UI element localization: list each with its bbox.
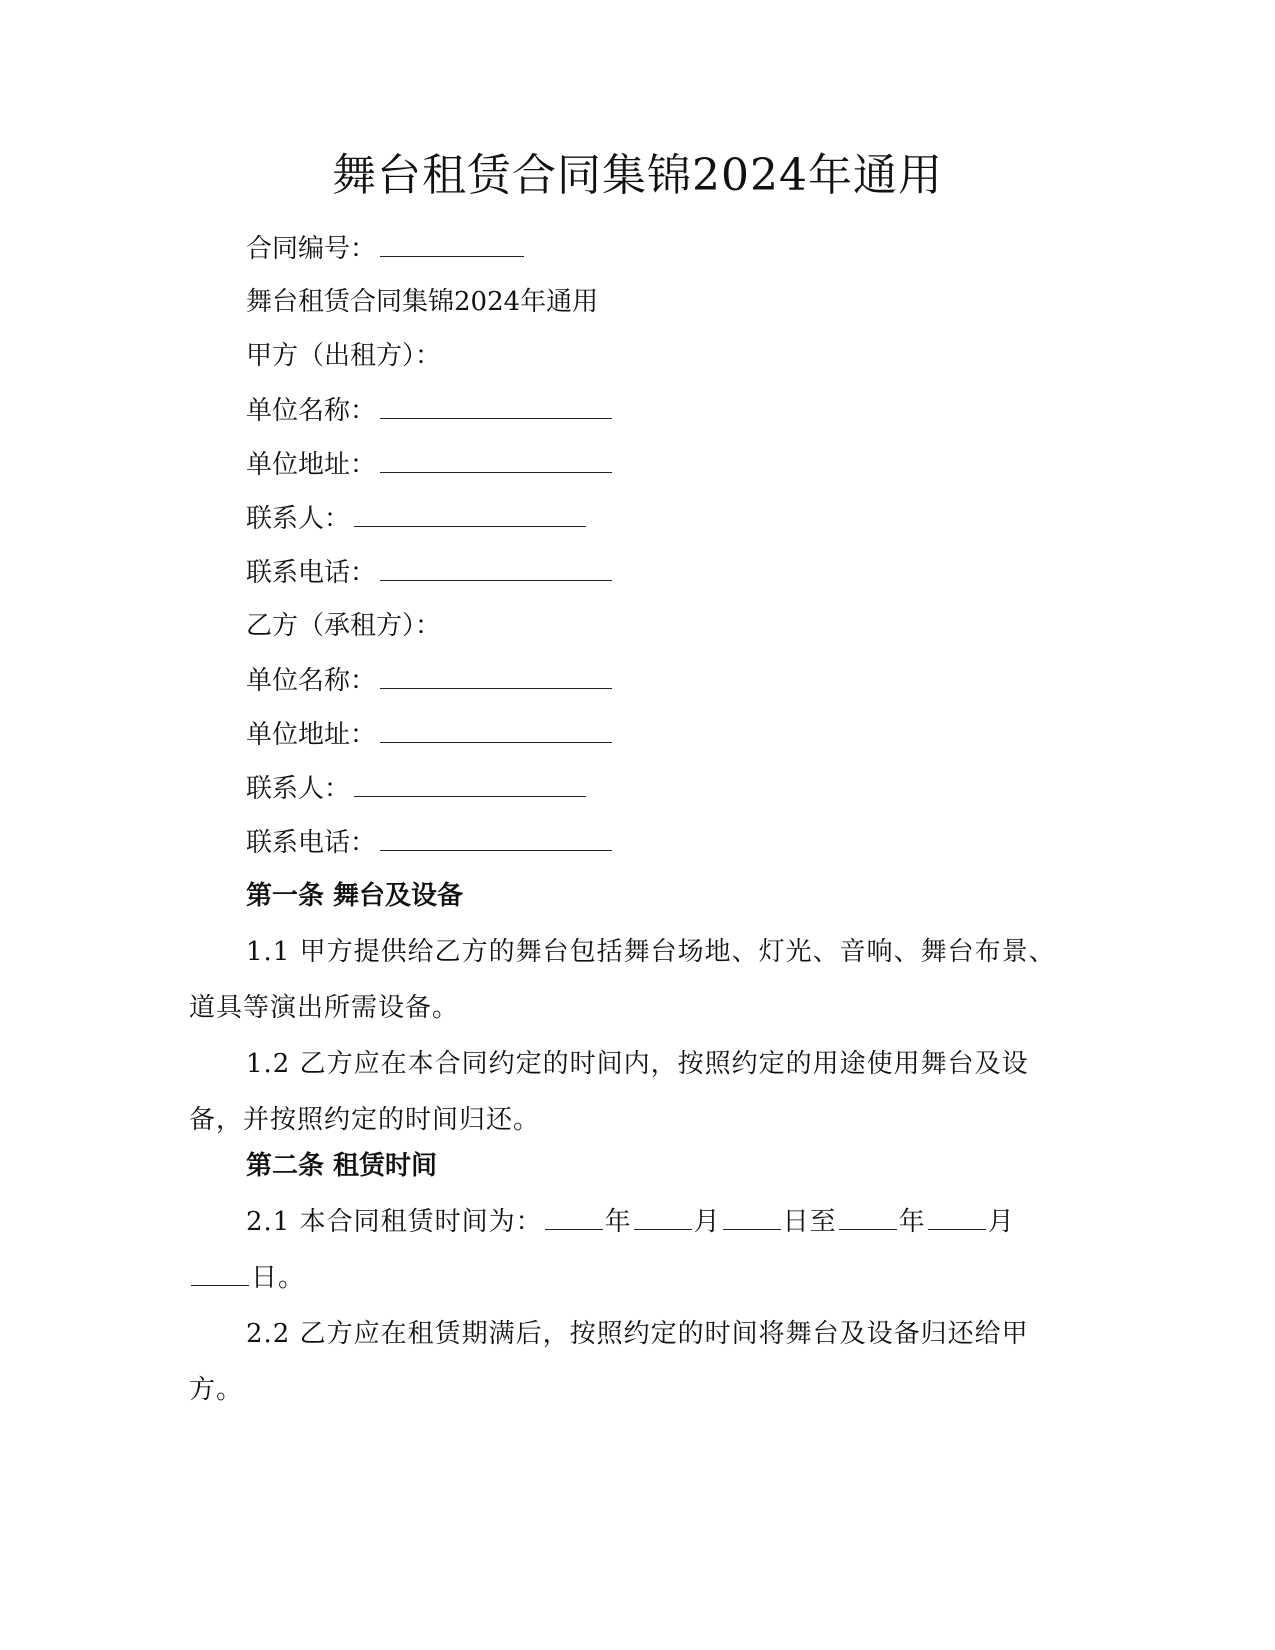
party-b-contact-label: 联系人： [246,774,351,804]
clause-1-2: 1.2 乙方应在本合同约定的时间内，按照约定的用途使用舞台及设备，并按照约定的时间归还。 [189,1049,1029,1135]
party-a-contact-line [246,500,586,537]
article-2-heading: 第二条 租赁时间 [246,1151,438,1181]
party-a-phone-label: 联系电话： [246,558,377,588]
start-month-blank [634,1203,692,1230]
contract-number-blank [380,230,524,257]
party-a-phone-line [246,554,612,591]
start-month-label: 月 [693,1207,721,1237]
document-title: 舞台租赁合同集锦2024年通用 [332,150,943,201]
contract-number-label: 合同编号： [246,234,377,264]
party-b-company-name-line [246,662,612,699]
end-day-blank [191,1259,249,1286]
clause-2-1 [189,1194,1069,1306]
clause-1-1: 1.1 甲方提供给乙方的舞台包括舞台场地、灯光、音响、舞台布景、道具等演出所需设备。 [189,937,1056,1023]
start-year-blank [545,1203,603,1230]
party-a-contact-label: 联系人： [246,504,351,534]
party-a-phone-blank [380,554,612,581]
party-b-phone-line [246,824,612,861]
party-b-company-address-label: 单位地址： [246,720,377,750]
party-b-company-name-label: 单位名称： [246,666,377,696]
party-b-company-address-line [246,716,612,753]
clause-2-2: 2.2 乙方应在租赁期满后，按照约定的时间将舞台及设备归还给甲方。 [189,1319,1029,1405]
party-a-company-address-blank [380,446,612,473]
clause-2-1-prefix: 2.1 本合同租赁时间为： [246,1207,543,1237]
party-b-company-address-blank [380,716,612,743]
day-to-label: 日至 [782,1207,837,1237]
start-year-label: 年 [604,1207,632,1237]
party-b-company-name-blank [380,662,612,689]
party-a-heading: 甲方（出租方）： [246,341,442,371]
party-b-contact-blank [354,770,586,797]
party-b-contact-line [246,770,586,807]
end-month-label: 月 [987,1207,1015,1237]
article-1-heading: 第一条 舞台及设备 [246,881,464,911]
end-day-label: 日。 [251,1263,306,1293]
party-a-company-name-label: 单位名称： [246,396,377,426]
party-a-company-address-label: 单位地址： [246,450,377,480]
party-b-phone-blank [380,824,612,851]
end-year-blank [839,1203,897,1230]
party-b-phone-label: 联系电话： [246,828,377,858]
party-a-company-name-line [246,392,612,429]
document-subtitle: 舞台租赁合同集锦2024年通用 [246,287,599,317]
party-a-company-address-line [246,446,612,483]
end-month-blank [928,1203,986,1230]
party-b-heading: 乙方（承租方）： [246,611,442,641]
start-day-blank [723,1203,781,1230]
contract-number-line [246,230,524,267]
party-a-contact-blank [354,500,586,527]
end-year-label: 年 [898,1207,926,1237]
party-a-company-name-blank [380,392,612,419]
